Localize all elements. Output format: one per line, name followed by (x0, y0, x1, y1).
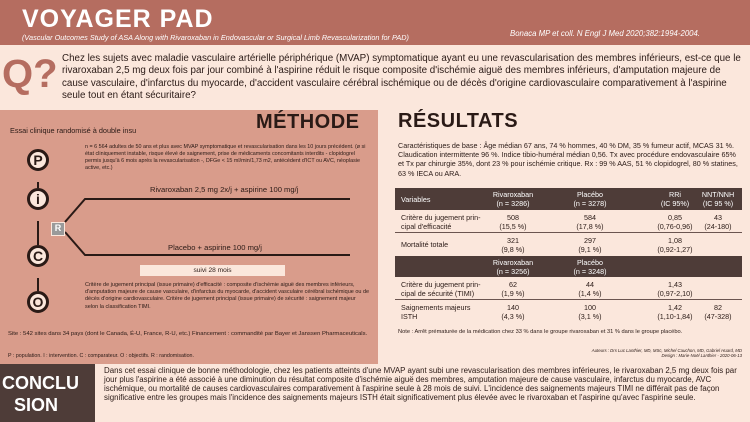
cell-value: 44 (586, 280, 594, 289)
cell-value: (1,10-1,84) (657, 312, 693, 321)
header-riva: Rivaroxaban (492, 258, 534, 267)
methode-title: MÉTHODE (256, 111, 360, 133)
baseline-text: Caractéristiques de base : Âge médian 67 ans, 74 % hommes, 40 % DM, 35 % fumeur actif, MCAS 31 %. Claudication intermittente 96 %. Indice tibio-huméral médian 0,56. Tx avec procédure endovasculaire 65% et Tx par chirurgie 35%, dont 23 % pour ischémie critique. Rx : 99 % AAS, 51 % clopidogrel, 80 % statines, 63 % IECA ou ARA. (398, 141, 738, 178)
header-placebo-n: (n = 3278) (573, 199, 607, 208)
cell-value: (1,4 %) (578, 289, 602, 298)
table-row (395, 278, 742, 300)
pico-comparator-icon: C (27, 245, 49, 267)
header-placebo: Placébo (577, 258, 603, 267)
table-header (395, 188, 742, 210)
conclusion-text: Dans cet essai clinique de bonne méthodologie, chez les patients atteints d'une MVAP ayant subi une revascularisation des membres inférieures, le rivaroxaban 2,5 mg deux fois par jour plus l'aspirine a été associé à une diminution du résultat composite d'ischémie aiguë des membres, amputation majeure de cause vasculaire, infarctus du myocarde, AVC ischémique, ou mortalité de causes cardiovasculaires comparativement à l'aspirine seule à 28 mois de suivi. L'incidence des saignements majeurs TIMI ne différait pas de façon significative entre les groupes mais l'incidence des saignements majeurs ISTH était significativement plus élevée avec le rivaroxaban et l'aspirine qu'avec l'aspirine seule. (104, 366, 737, 403)
pico-outcome-icon: O (27, 291, 49, 313)
comparator-arm-label: Placebo + aspirine 100 mg/j (168, 243, 262, 252)
table-row (395, 234, 742, 256)
cell-value: 1,43 (668, 280, 682, 289)
header-riva-n: (n = 3256) (496, 267, 530, 276)
cell-value: (1,9 %) (501, 289, 525, 298)
cell-value: 62 (509, 280, 517, 289)
population-text: n = 6 564 adultes de 50 ans et plus avec MVAP symptomatique et revascularisation dans les 10 jours précédent. (ø si état cliniquement instable, risque élevé de saignement, prise de médicaments concomitants interdits - clopidogrel permis jusqu'à 6 mois après la revascularisation -, DFGe < 15 ml/min/1,73 m2, antécédent d'ICT ou AVC, néoplasie active, etc.) (85, 144, 366, 172)
page-subtitle: (Vascular Outcomes Study of ASA Along with Rivaroxaban in Endovascular or Surgical Limb Revascularization for PAD) (22, 33, 409, 42)
sites-text: Site : 542 sites dans 34 pays (dont le Canada, É-U, France, R-U, etc.) Financement : commandité par Bayer et Janssen Pharmaceuticals. (8, 331, 368, 337)
header-rr: RRi (669, 190, 681, 199)
note-text: Note : Arrêt prématurée de la médication chez 33 % dans le groupe rivaroxaban et 31 % dans le groupe placébo. (398, 329, 683, 335)
resultats-title: RÉSULTATS (398, 110, 519, 132)
cell-value: 584 (584, 213, 596, 222)
cell-value: (0,92-1,27) (657, 245, 693, 254)
trial-type: Essai clinique randomisé à double insu (10, 126, 137, 135)
cell-value: (0,97-2,10) (657, 289, 693, 298)
design-line: Design : Marie-Noël Lanthier - 2020-06-13 (661, 353, 742, 359)
table-row (395, 301, 742, 323)
header-nnt: NNT/NNH (701, 190, 735, 199)
pico-legend: P : population. I : intervention. C : comparateur. O : objectifs. R : randomisation. (8, 353, 194, 359)
header-placebo-n: (n = 3248) (573, 267, 607, 276)
cell-value: 321 (507, 236, 519, 245)
row-label: Critère du jugement prin- (401, 213, 481, 222)
conclusion-label: SION (14, 395, 59, 415)
followup-label: suivi 28 mois (193, 267, 232, 274)
intervention-arm-line (65, 199, 350, 222)
citation: Bonaca MP et coll. N Engl J Med 2020;382:1994-2004. (510, 29, 700, 38)
row-label: cipal d'efficacité (401, 222, 452, 231)
row-label: cipal de sécurité (TIMI) (401, 289, 475, 298)
header-variables: Variables (401, 195, 431, 204)
cell-value: 100 (584, 303, 596, 312)
cell-value: (3,1 %) (578, 312, 602, 321)
authors-line: Auteurs : Drs Luc Lanthier, MD, MSc, Michel Cauchon, MD, Gabriel Huard, MD (591, 348, 742, 353)
cell-value: 1,42 (668, 303, 682, 312)
authors-credit (520, 348, 742, 359)
question-mark-icon: Q? (2, 52, 58, 96)
cell-value: 0,85 (668, 213, 682, 222)
row-label: Critère du jugement prin- (401, 280, 481, 289)
conclusion-label: CONCLU (2, 373, 79, 393)
cell-value: (17,8 %) (576, 222, 604, 231)
row-label: Saignements majeurs (401, 303, 471, 312)
header-riva: Rivaroxaban (492, 190, 534, 199)
intervention-arm-label: Rivaroxaban 2,5 mg 2x/j + aspirine 100 mg/j (150, 185, 299, 194)
table-header (395, 256, 742, 277)
cell-value: (15,5 %) (499, 222, 527, 231)
header-riva-n: (n = 3286) (496, 199, 530, 208)
cell-value: (0,76-0,96) (657, 222, 693, 231)
randomisation-icon: R (51, 222, 65, 236)
cell-value: (24-180) (704, 222, 732, 231)
question-text: Chez les sujets avec maladie vasculaire artérielle périphérique (MVAP) symptomatique ayant eu une revascularisation des membres inférieurs, est-ce que le rivaroxaban 2,5 mg deux fois par jour combiné à l'aspirine réduit le risque composite d'ischémie aiguë des membres inférieurs, d'amputation majeure de cause vasculaire, d'infarctus du myocarde, d'accident vasculaire cérébral ischémique ou de décès d'origine cardiovasculaire comparativement à l'aspirine seule tout en étant sécuritaire? (62, 53, 741, 101)
row-label: Mortalité totale (401, 240, 449, 249)
header-rr-ci: (IC 95%) (660, 199, 690, 208)
cell-value: (47-328) (704, 312, 732, 321)
cell-value: 82 (714, 303, 722, 312)
cell-value: 508 (507, 213, 519, 222)
cell-value: 297 (584, 236, 596, 245)
header-nnt-ci: (IC 95 %) (702, 199, 734, 208)
table-row (395, 211, 742, 233)
row-label: ISTH (401, 312, 418, 321)
cell-value: 140 (507, 303, 519, 312)
pico-intervention-icon: i (27, 188, 49, 210)
cell-value: (4,3 %) (501, 312, 525, 321)
pico-population-icon: P (27, 149, 49, 171)
cell-value: (9,8 %) (501, 245, 525, 254)
cell-value: 1,08 (668, 236, 682, 245)
outcomes-text: Critère de jugement principal (issue primaire) d'efficacité : composite d'ischémie aiguë des membres inférieurs, d'amputation majeure de cause vasculaire, d'infarctus du myocarde, d'accident vasculaire cérébral ischémique ou de décès d'origine cardiovasculaire. Critère de jugement principal (issue primaire) de sécurité : saignement majeur selon la classification TIMI. (85, 282, 370, 310)
header-placebo: Placébo (577, 190, 603, 199)
page-title: VOYAGER PAD (22, 5, 214, 33)
cell-value: (9,1 %) (578, 245, 602, 254)
cell-value: 43 (714, 213, 722, 222)
